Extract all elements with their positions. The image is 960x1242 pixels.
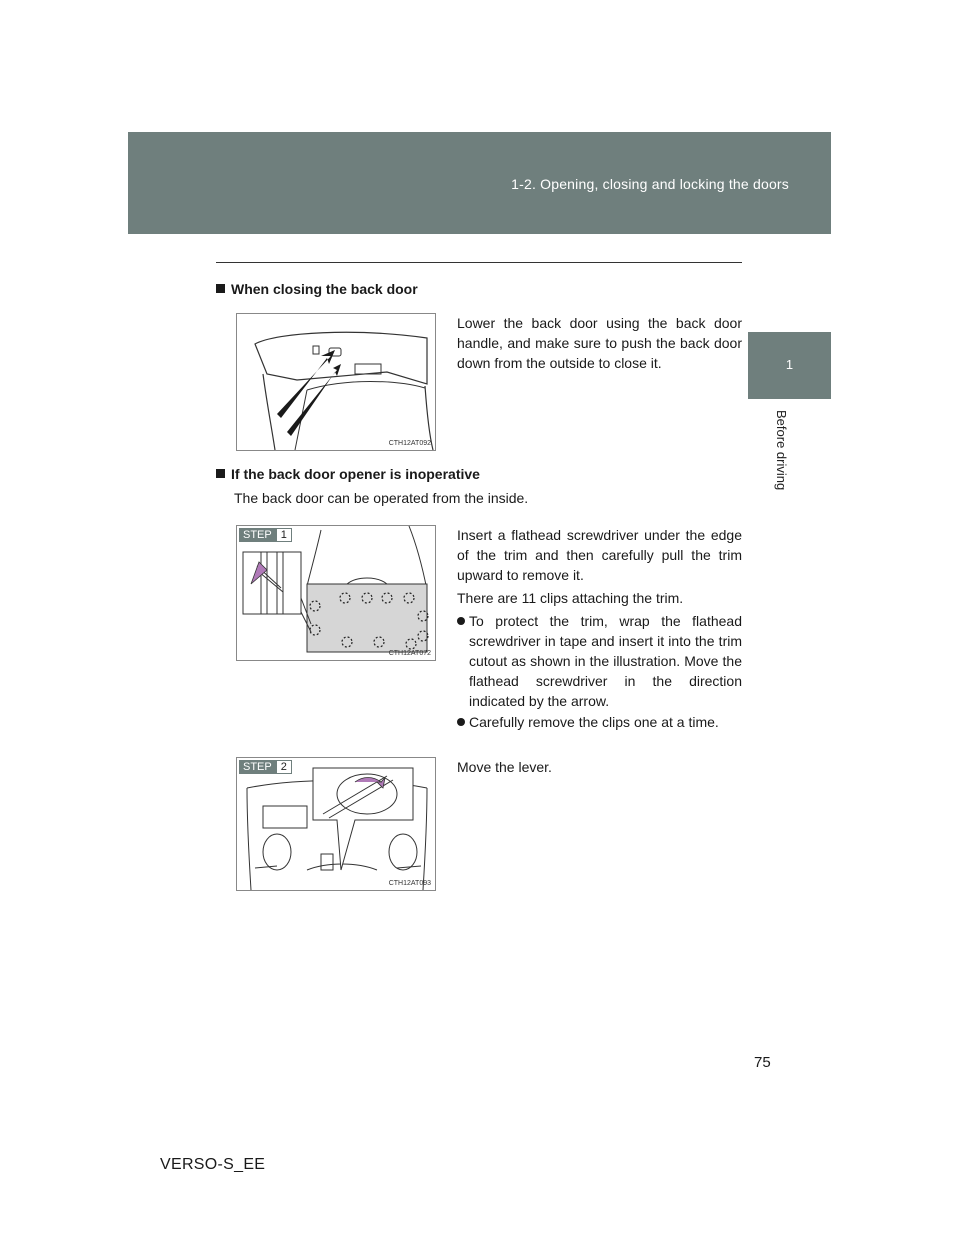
heading-text: When closing the back door <box>231 281 418 297</box>
chapter-label: Before driving <box>774 410 789 491</box>
step1-clip-count: There are 11 clips attaching the trim. <box>457 590 684 606</box>
page-number: 75 <box>754 1054 771 1071</box>
chapter-number: 1 <box>785 357 794 372</box>
step-word: STEP <box>239 528 276 542</box>
square-bullet-icon <box>216 469 225 478</box>
heading-text: If the back door opener is inoperative <box>231 466 480 482</box>
figure-closing-back-door <box>236 313 436 451</box>
document-code: VERSO-S_EE <box>160 1156 266 1173</box>
bullet-text: To protect the trim, wrap the flathead screwdriver in tape and insert it into the trim cutout as shown in the illustration. Move the flathead screwdriver in the direction indicated by the arrow. <box>469 613 742 709</box>
figure-step1-remove-trim <box>236 525 436 661</box>
round-bullet-icon <box>457 617 465 625</box>
heading-closing-back-door <box>216 281 418 297</box>
step-badge <box>239 528 292 542</box>
closing-instructions: Lower the back door using the back door handle, and make sure to push the back door down from the outside to close it. <box>457 315 742 371</box>
lever-illustration <box>237 758 435 890</box>
header-band <box>128 132 831 234</box>
trim-clips-illustration <box>237 526 435 660</box>
step-number: 1 <box>276 528 292 542</box>
chapter-tab <box>748 332 831 399</box>
square-bullet-icon <box>216 284 225 293</box>
step2-instructions: Move the lever. <box>457 759 552 775</box>
figure-step2-move-lever <box>236 757 436 891</box>
step1-bullet-tape <box>457 611 742 711</box>
step-badge <box>239 760 292 774</box>
heading-opener-inoperative <box>216 466 480 482</box>
step1-instructions: Insert a flathead screwdriver under the edge of the trim and then carefully pull the trim upward to remove it. <box>457 527 742 583</box>
inoperative-intro: The back door can be operated from the inside. <box>234 490 529 506</box>
bullet-text: Carefully remove the clips one at a time. <box>469 714 719 730</box>
step-number: 2 <box>276 760 292 774</box>
section-title: 1-2. Opening, closing and locking the doors <box>511 176 789 192</box>
figure-code: CTH12AT092 <box>388 440 431 447</box>
back-door-handle-illustration <box>237 314 435 450</box>
step-word: STEP <box>239 760 276 774</box>
divider-rule <box>216 262 742 263</box>
step1-bullet-clips <box>457 712 742 732</box>
figure-code: CTH12AT093 <box>388 880 431 887</box>
figure-code: CTH12AT072 <box>388 650 431 657</box>
round-bullet-icon <box>457 718 465 726</box>
